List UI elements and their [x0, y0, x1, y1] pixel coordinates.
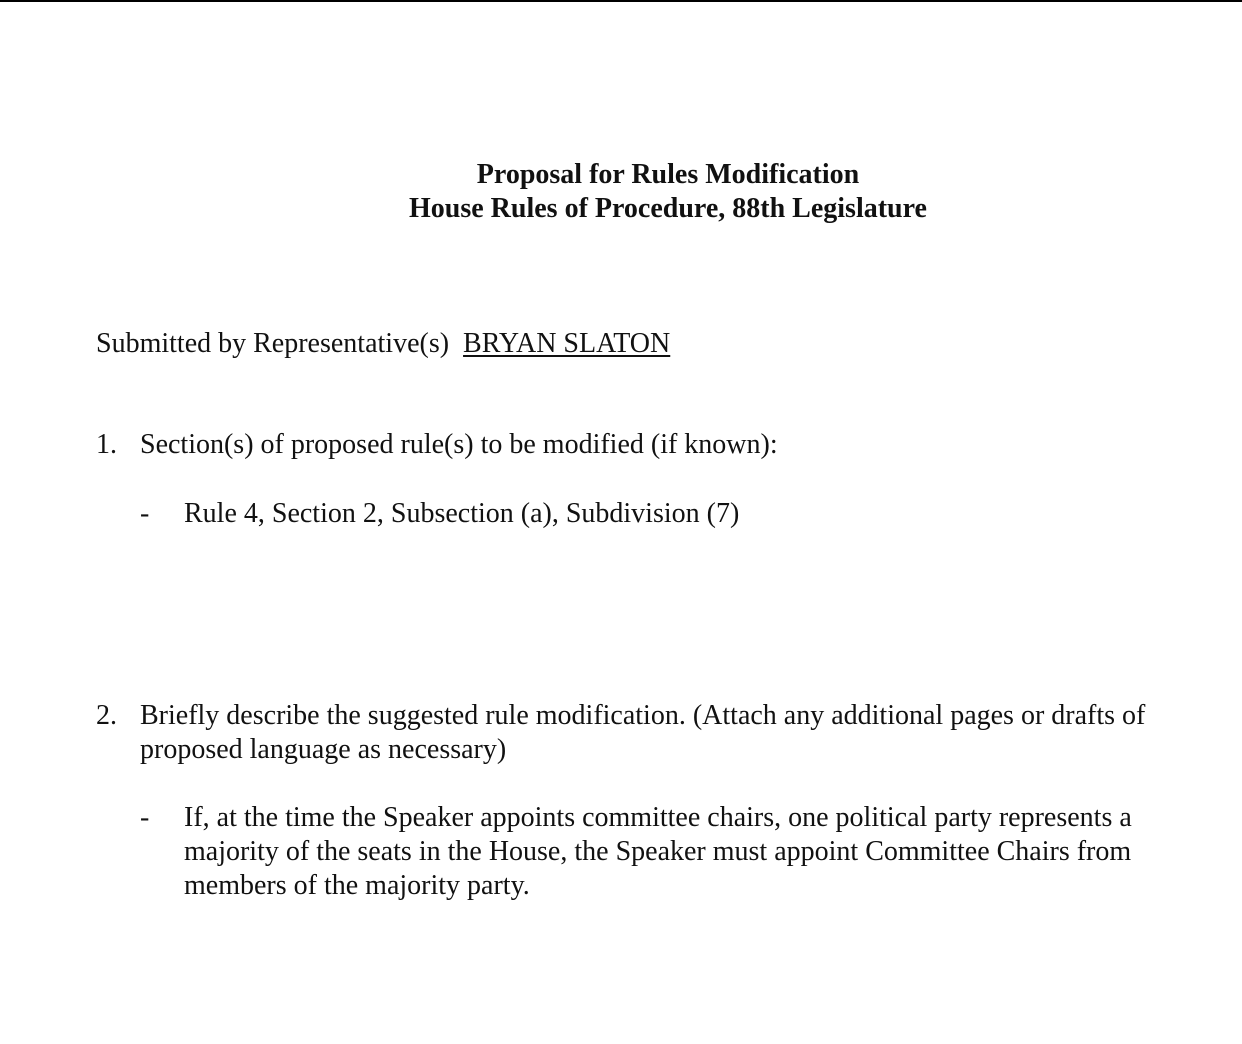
submitted-by-line — [96, 327, 670, 361]
question-2-prompt: Briefly describe the suggested rule modification. (Attach any additional pages or drafts of proposed language as necessary) — [140, 700, 1146, 765]
document-subtitle: House Rules of Procedure, 88th Legislature — [409, 193, 927, 224]
submitted-by-label: Submitted by Representative(s) — [96, 328, 450, 359]
title-block — [0, 158, 1242, 226]
answer-1-bullet: - — [140, 498, 150, 529]
representative-name: BRYAN SLATON — [463, 328, 671, 359]
question-1-prompt: Section(s) of proposed rule(s) to be modified (if known): — [140, 429, 778, 460]
question-1-number: 1. — [96, 429, 117, 460]
answer-1-text: Rule 4, Section 2, Subsection (a), Subdivision (7) — [184, 498, 740, 529]
answer-2-text: If, at the time the Speaker appoints committee chairs, one political party represents a majority of the seats in the House, the Speaker must appoint Committee Chairs from members of the majority party. — [184, 802, 1132, 901]
document-title: Proposal for Rules Modification — [476, 159, 860, 190]
question-2-number: 2. — [96, 700, 117, 731]
answer-2-bullet: - — [140, 802, 150, 833]
